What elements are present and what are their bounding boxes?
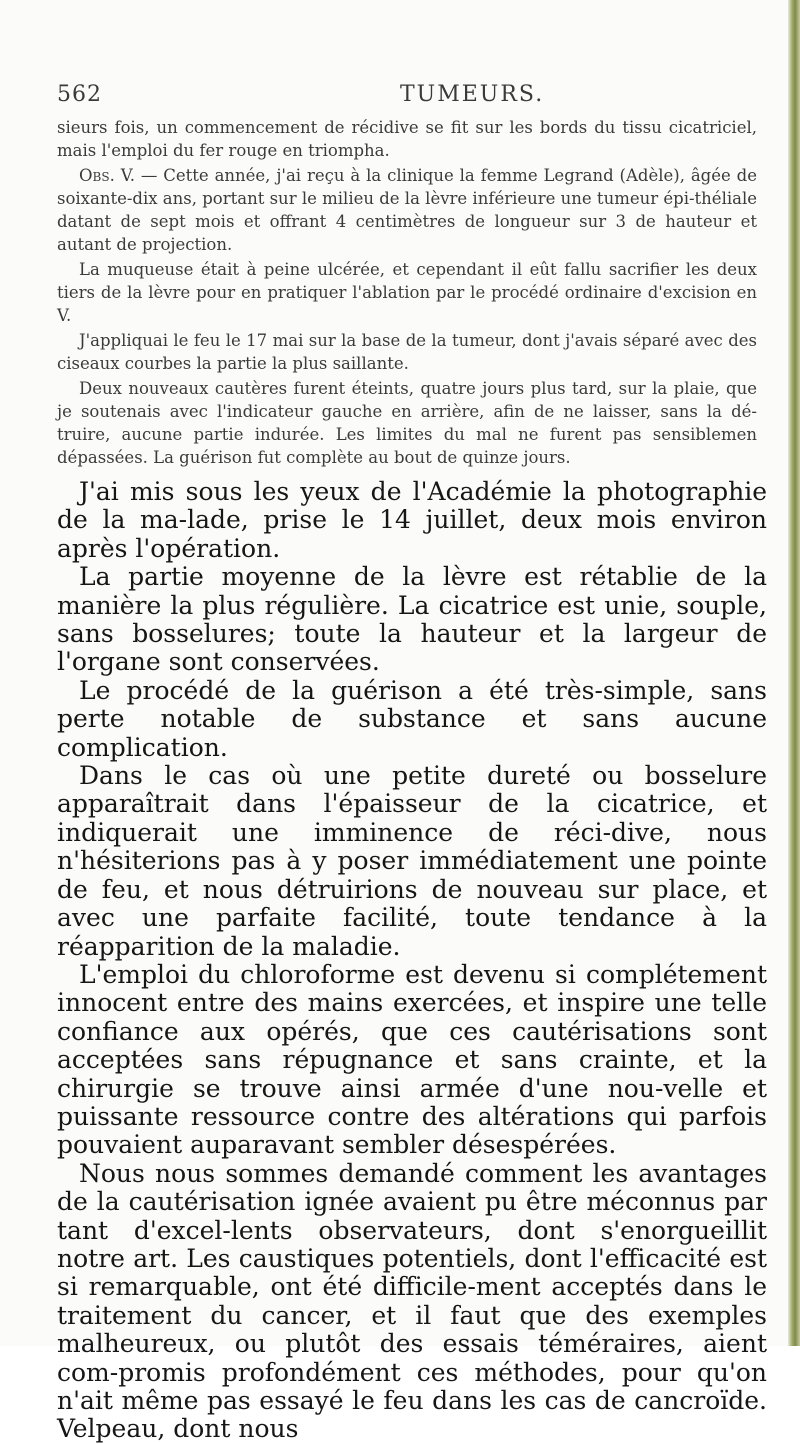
- case-report: [57, 116, 757, 471]
- case-paragraph-4: Deux nouveaux cautères furent éteints, quatre jours plus tard, sur la plaie, que je soutenais avec l'indicateur gauche en arrière, afin de ne laisser, sans la dé-truire, aucune partie indurée. Les limites du mal ne furent pas sensiblemen dépassées. La guérison fut complète au bout de quinze jours.: [57, 379, 757, 467]
- observation-label: Obs. V.: [79, 166, 135, 185]
- case-paragraph-2: La muqueuse était à peine ulcérée, et cependant il eût fallu sacrifier les deux tiers de la lèvre pour en pratiquer l'ablation par le procédé ordinaire d'excision en V.: [57, 260, 757, 325]
- observation-paragraph: [57, 164, 757, 256]
- main-paragraph-6: Nous nous sommes demandé comment les avantages de la cautérisation ignée avaient pu être méconnus par tant d'excel-lents observateurs, dont s'enorgueillit notre art. Les caustiques potentiels, dont l'efficacité est si remarquable, ont été difficile-ment acceptés dans le traitement du cancer, et il faut que des exemples malheureux, ou plutôt des essais téméraires, aient com-promis profondément ces méthodes, pour qu'on n'ait même pas essayé le feu dans les cas de cancroïde. Velpeau, dont nous: [57, 1158, 767, 1444]
- main-paragraph-1: J'ai mis sous les yeux de l'Académie la photographie de la ma-lade, prise le 14 juillet, deux mois environ après l'opération.: [57, 477, 767, 563]
- case-paragraph-3: J'appliquai le feu le 17 mai sur la base de la tumeur, dont j'avais séparé avec des ciseaux courbes la partie la plus saillante.: [57, 331, 757, 373]
- page-number: 562: [57, 82, 102, 107]
- running-title: TUMEURS.: [400, 82, 545, 107]
- page-edge-strip: [788, 0, 800, 1346]
- page-header: [57, 82, 757, 112]
- main-discussion: [57, 478, 767, 1444]
- main-paragraph-5: L'emploi du chloroforme est devenu si complétement innocent entre des mains exercées, et inspire une telle confiance aux opérés, que ces cautérisations sont acceptées sans répugnance et sans crainte, et la chirurgie se trouve ainsi armée d'une nou-velle et puissante ressource contre des altérations qui parfois pouvaient auparavant sembler désespérées.: [57, 959, 767, 1160]
- observation-body: — Cette année, j'ai reçu à la clinique la femme Legrand (Adèle), âgée de soixante-dix ans, portant sur le milieu de la lèvre inférieure une tumeur épi-théliale datant de sept mois et offrant 4 centimètres de longueur sur 3 de hauteur et autant de projection.: [57, 166, 757, 254]
- continuation-paragraph: sieurs fois, un commencement de récidive se fit sur les bords du tissu cicatriciel, mais l'emploi du fer rouge en triompha.: [57, 118, 757, 160]
- main-paragraph-2: La partie moyenne de la lèvre est rétablie de la manière la plus régulière. La cicatrice est unie, souple, sans bosselures; toute la hauteur et la largeur de l'organe sont conservées.: [57, 562, 767, 677]
- main-paragraph-4: Dans le cas où une petite dureté ou bosselure apparaîtrait dans l'épaisseur de la cicatrice, et indiquerait une imminence de réci-dive, nous n'hésiterions pas à y poser immédiatement une pointe de feu, et nous détruirions de nouveau sur place, et avec une parfaite facilité, toute tendance à la réapparition de la maladie.: [57, 761, 767, 961]
- main-paragraph-3: Le procédé de la guérison a été très-simple, sans perte notable de substance et sans aucune complication.: [57, 675, 767, 762]
